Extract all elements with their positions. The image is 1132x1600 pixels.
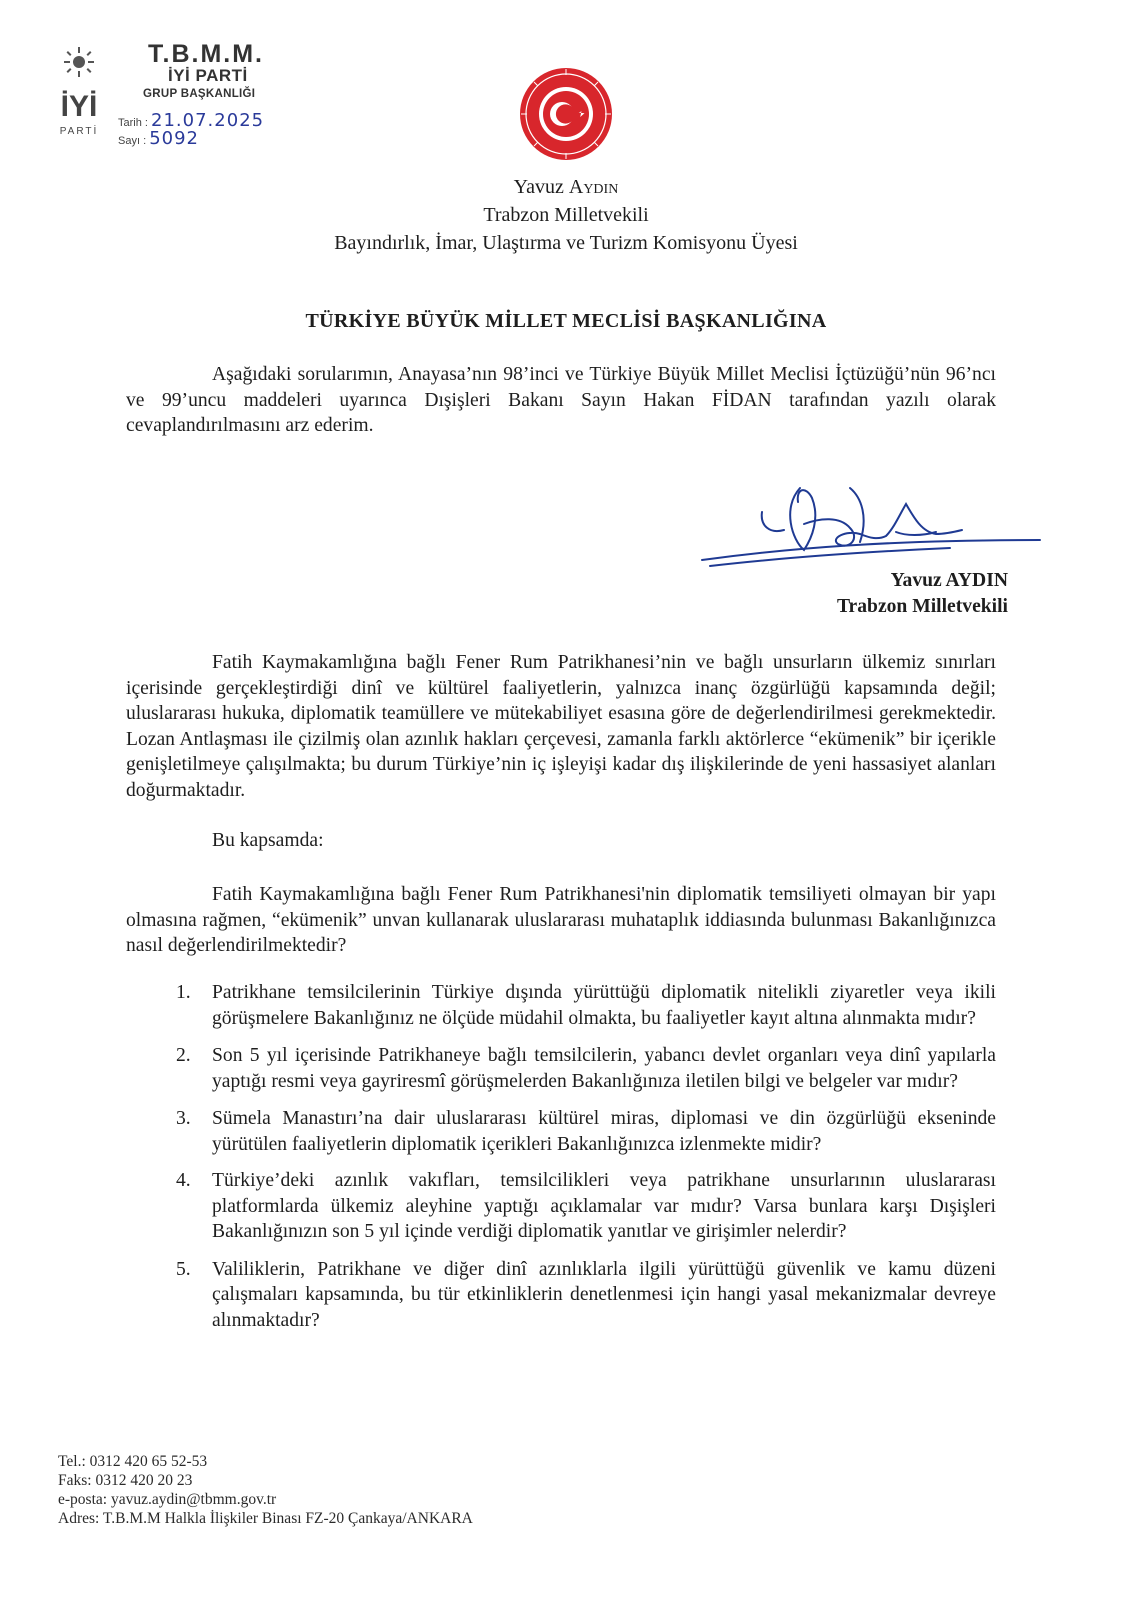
footer-phone: Tel.: 0312 420 65 52-53	[58, 1453, 208, 1470]
stamp-group: GRUP BAŞKANLIĞI	[143, 88, 256, 100]
question-list	[126, 980, 996, 1345]
list-item	[126, 1043, 996, 1094]
list-item	[126, 980, 996, 1031]
logo-wordmark: İYİ	[60, 90, 98, 123]
question-number: 2.	[176, 1045, 191, 1066]
sender-name	[0, 176, 1132, 199]
list-item	[126, 1168, 996, 1245]
question-number: 4.	[176, 1170, 191, 1191]
signature-title: Trabzon Milletvekili	[836, 596, 1008, 617]
question-number: 5.	[176, 1258, 191, 1280]
addressee: TÜRKİYE BÜYÜK MİLLET MECLİSİ BAŞKANLIĞINA	[305, 310, 827, 332]
question-number: 1.	[176, 982, 191, 1003]
stamp-date-label: Tarih :	[118, 117, 148, 129]
intro-paragraph: Aşağıdaki sorularımın, Anayasa’nın 98’inci ve Türkiye Büyük Millet Meclisi İçtüzüğü’nün 96’ncı ve 99’uncu maddeleri uyarınca Dışişleri Bakanı Sayın Hakan FİDAN tarafından yazılı olarak cevaplandırılmasını arz ederim.	[126, 364, 996, 436]
question-text: Son 5 yıl içerisinde Patrikhaneye bağlı temsilcilerin, yabancı devlet organları veya dinî yapılarla yaptığı resmi veya gayriresmî görüşmelerden Bakanlığınıza iletilen bilgi ve belgeler var mıdır?	[212, 1045, 996, 1092]
footer-email: e-posta: yavuz.aydin@tbmm.gov.tr	[58, 1491, 277, 1508]
stamp-party: İYİ PARTİ	[168, 66, 248, 85]
footer-address: Adres: T.B.M.M Halkla İlişkiler Binası FZ-20 Çankaya/ANKARA	[58, 1510, 473, 1527]
stamp-number-value: 5092	[149, 128, 199, 149]
scope-line: Bu kapsamda:	[212, 830, 324, 851]
stamp-number-row	[118, 128, 199, 149]
stamp-number-label: Sayı :	[118, 135, 147, 147]
tbmm-seal-icon	[518, 66, 614, 162]
signature-name: Yavuz AYDIN	[890, 570, 1008, 591]
handwritten-signature	[700, 478, 1045, 583]
question-text: Türkiye’deki azınlık vakıfları, temsilcilikleri veya patrikhane unsurlarının uluslararası platformlarda ülkemiz aleyhine yaptığı açıklamalar var mıdır? Varsa bunlara karşı Dışişleri Bakanlığınızın son 5 yıl içinde verdiği diplomatik yanıtlar ve girişimler nelerdir?	[212, 1170, 996, 1242]
list-item	[126, 1257, 996, 1334]
sender-committee: Bayındırlık, İmar, Ulaştırma ve Turizm Komisyonu Üyesi	[334, 232, 798, 254]
body-paragraph: Fatih Kaymakamlığına bağlı Fener Rum Patrikhanesi’nin ve bağlı unsurların ülkemiz sınırları içerisinde gerçekleştirdiği dinî ve kültürel faaliyetlerin, yalnızca inanç özgürlüğü kapsamında değil; uluslararası hukuka, diplomatik teamüllere ve mütekabiliyet esasına göre de değerlendirilmesi gerekmektedir. Lozan Antlaşması ile çizilmiş olan azınlık hakları çerçevesi, zamanla farklı aktörlerce “ekümenik” bir içerikle genişletilmeye çalışılmakta; bu durum Türkiye’nin iç işleyişi kadar dış ilişkilerinde de yeni hassasiyet alanları doğurmaktadır.	[126, 652, 996, 801]
question-text: Valiliklerin, Patrikhane ve diğer dinî azınlıklarla ilgili yürüttüğü güvenlik ve kamu düzeni çalışmaları kapsamında, bu tür etkinliklerin denetlenmesi için hangi yasal mekanizmalar devreye alınmaktadır?	[212, 1258, 996, 1331]
sun-icon	[64, 47, 94, 77]
iyi-parti-logo	[48, 44, 110, 144]
stamp-date-value: 21.07.2025	[151, 110, 265, 131]
stamp-org: T.B.M.M.	[148, 40, 264, 68]
sender-title: Trabzon Milletvekili	[483, 204, 649, 226]
sender-last-name: Aydın	[568, 176, 619, 198]
question-text: Patrikhane temsilcilerinin Türkiye dışında yürüttüğü diplomatik nitelikli ziyaretler veya ikili görüşmelere Bakanlığınız ne ölçüde müdahil olmakta, bu faaliyetler kayıt altına alınmakta mıdır?	[212, 982, 996, 1029]
main-question: Fatih Kaymakamlığına bağlı Fener Rum Patrikhanesi'nin diplomatik temsiliyeti olmayan bir yapı olmasına rağmen, “ekümenik” unvan kullanarak uluslararası muhataplık iddiasında bulunması Bakanlığınızca nasıl değerlendirilmektedir?	[126, 884, 996, 956]
sender-first-name: Yavuz	[513, 176, 564, 198]
footer-fax: Faks: 0312 420 20 23	[58, 1472, 193, 1489]
contact-footer	[58, 1452, 473, 1528]
question-text: Sümela Manastırı’na dair uluslararası kültürel miras, diplomasi ve din özgürlüğü ekseninde yürütülen faaliyetlerin diplomatik içerikleri Bakanlığınızca izlenmekte midir?	[212, 1108, 996, 1155]
question-number: 3.	[176, 1108, 191, 1129]
list-item	[126, 1106, 996, 1157]
logo-subtext: PARTİ	[59, 126, 99, 137]
